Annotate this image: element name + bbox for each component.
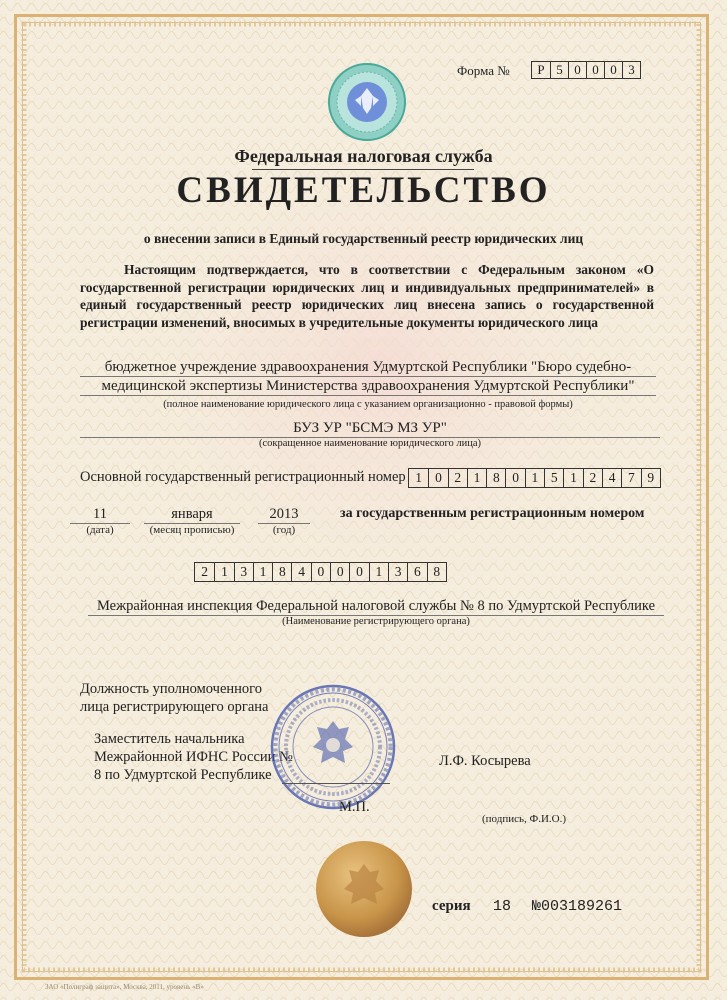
ogrn-digit: 0 — [428, 469, 447, 487]
grn-cells — [194, 562, 447, 582]
short-name-caption: (сокращенное наименование юридического лица) — [80, 437, 660, 449]
ogrn-digit: 1 — [415, 470, 423, 485]
document-title: СВИДЕТЕЛЬСТВО — [176, 170, 551, 211]
ogrn-digit: 0 — [505, 469, 524, 487]
date-year: 2013 — [269, 506, 299, 522]
grn-digit: 3 — [388, 563, 407, 581]
ogrn-digit: 9 — [641, 469, 660, 487]
grn-digit: 8 — [427, 563, 446, 581]
position-label — [80, 680, 268, 716]
grn-digit: 3 — [234, 563, 253, 581]
ogrn-digit: 1 — [525, 469, 544, 487]
series-number: №003189261 — [532, 898, 623, 915]
authority-block — [88, 598, 664, 627]
signature-caption: (подпись, Ф.И.О.) — [482, 813, 566, 825]
ogrn-digit: 2 — [583, 469, 602, 487]
certification-paragraph: Настоящим подтверждается, что в соответствии с Федеральным законом «О государственной регистрации юридических лиц и индивидуальных предпринимателей» в единый государственный реестр юридических лиц внесена запись о государственной регистрации изменений, вносимых в учредительные документы юридического лица — [80, 262, 654, 330]
ogrn-digit: 1 — [563, 469, 582, 487]
series-value: 18 — [493, 898, 512, 915]
short-name-block — [80, 420, 660, 449]
ogrn-cells — [408, 468, 661, 488]
grn-label: за государственным регистрационным номером — [340, 506, 645, 521]
date-day-caption: (дата) — [70, 523, 130, 536]
seal-place-label: М.П. — [339, 799, 370, 815]
position-label-line-1: Должность уполномоченного — [80, 681, 263, 697]
form-number-cell: Р — [537, 62, 545, 77]
position-line-3: 8 по Удмуртской Республике — [94, 767, 272, 783]
position-line-2: Межрайонной ИФНС России № — [94, 749, 293, 765]
grn-digit: 8 — [272, 563, 291, 581]
hologram-emblem-icon — [327, 62, 407, 142]
form-label: Форма № — [457, 63, 510, 78]
date-year-block — [258, 506, 310, 536]
position-title — [94, 730, 293, 784]
full-name-line-1: бюджетное учреждение здравоохранения Удмуртской Республики "Бюро судебно- — [104, 359, 632, 375]
authority-caption: (Наименование регистрирующего органа) — [88, 615, 664, 627]
printer-imprint: ЗАО «Полиграф защита», Москва, 2011, уровень «В» — [45, 983, 204, 991]
date-month-block — [144, 506, 240, 536]
official-seal-icon — [269, 683, 397, 811]
ogrn-digit: 2 — [448, 469, 467, 487]
date-month-caption: (месяц прописью) — [144, 523, 240, 536]
grn-digit: 0 — [349, 563, 368, 581]
short-name: БУЗ УР "БСМЭ МЗ УР" — [293, 420, 447, 436]
form-number-cell: 3 — [622, 62, 640, 78]
grn-digit: 6 — [407, 563, 426, 581]
ogrn-digit: 7 — [621, 469, 640, 487]
gold-emblem-seal-icon — [315, 840, 413, 938]
grn-digit: 0 — [311, 563, 330, 581]
position-line-1: Заместитель начальника — [94, 731, 245, 747]
series-label: серия — [432, 898, 471, 914]
signer-name: Л.Ф. Косырева — [439, 753, 531, 769]
date-day-block — [70, 506, 130, 536]
authority-name: Межрайонная инспекция Федеральной налоговой службы № 8 по Удмуртской Республике — [96, 598, 656, 614]
ogrn-digit: 1 — [467, 469, 486, 487]
form-number-cell: 0 — [604, 62, 622, 78]
full-name-block — [80, 358, 656, 414]
ogrn-digit: 4 — [602, 469, 621, 487]
date-year-caption: (год) — [258, 523, 310, 536]
ogrn-digit: 8 — [486, 469, 505, 487]
grn-digit: 2 — [201, 564, 209, 579]
date-day: 11 — [93, 506, 107, 522]
form-number-cell: 0 — [586, 62, 604, 78]
signature-line — [282, 783, 390, 784]
grn-digit: 1 — [253, 563, 272, 581]
form-number-cell: 5 — [550, 62, 568, 78]
grn-digit: 1 — [214, 563, 233, 581]
grn-digit: 1 — [369, 563, 388, 581]
document-subtitle: о внесении записи в Единый государственный реестр юридических лиц — [143, 231, 584, 246]
form-number-cells — [531, 61, 641, 79]
full-name-caption: (полное наименование юридического лица с указанием организационно - правовой формы) — [80, 395, 656, 414]
full-name-line-2: медицинской экспертизы Министерства здравоохранения Удмуртской Республики" — [80, 376, 656, 395]
grn-digit: 4 — [291, 563, 310, 581]
ogrn-label: Основной государственный регистрационный номер — [80, 469, 406, 485]
date-month: января — [171, 506, 213, 522]
position-label-line-2: лица регистрирующего органа — [80, 699, 269, 715]
grn-digit: 0 — [330, 563, 349, 581]
ogrn-digit: 5 — [544, 469, 563, 487]
form-number-cell: 0 — [568, 62, 586, 78]
issuer-name: Федеральная налоговая служба — [234, 146, 493, 166]
